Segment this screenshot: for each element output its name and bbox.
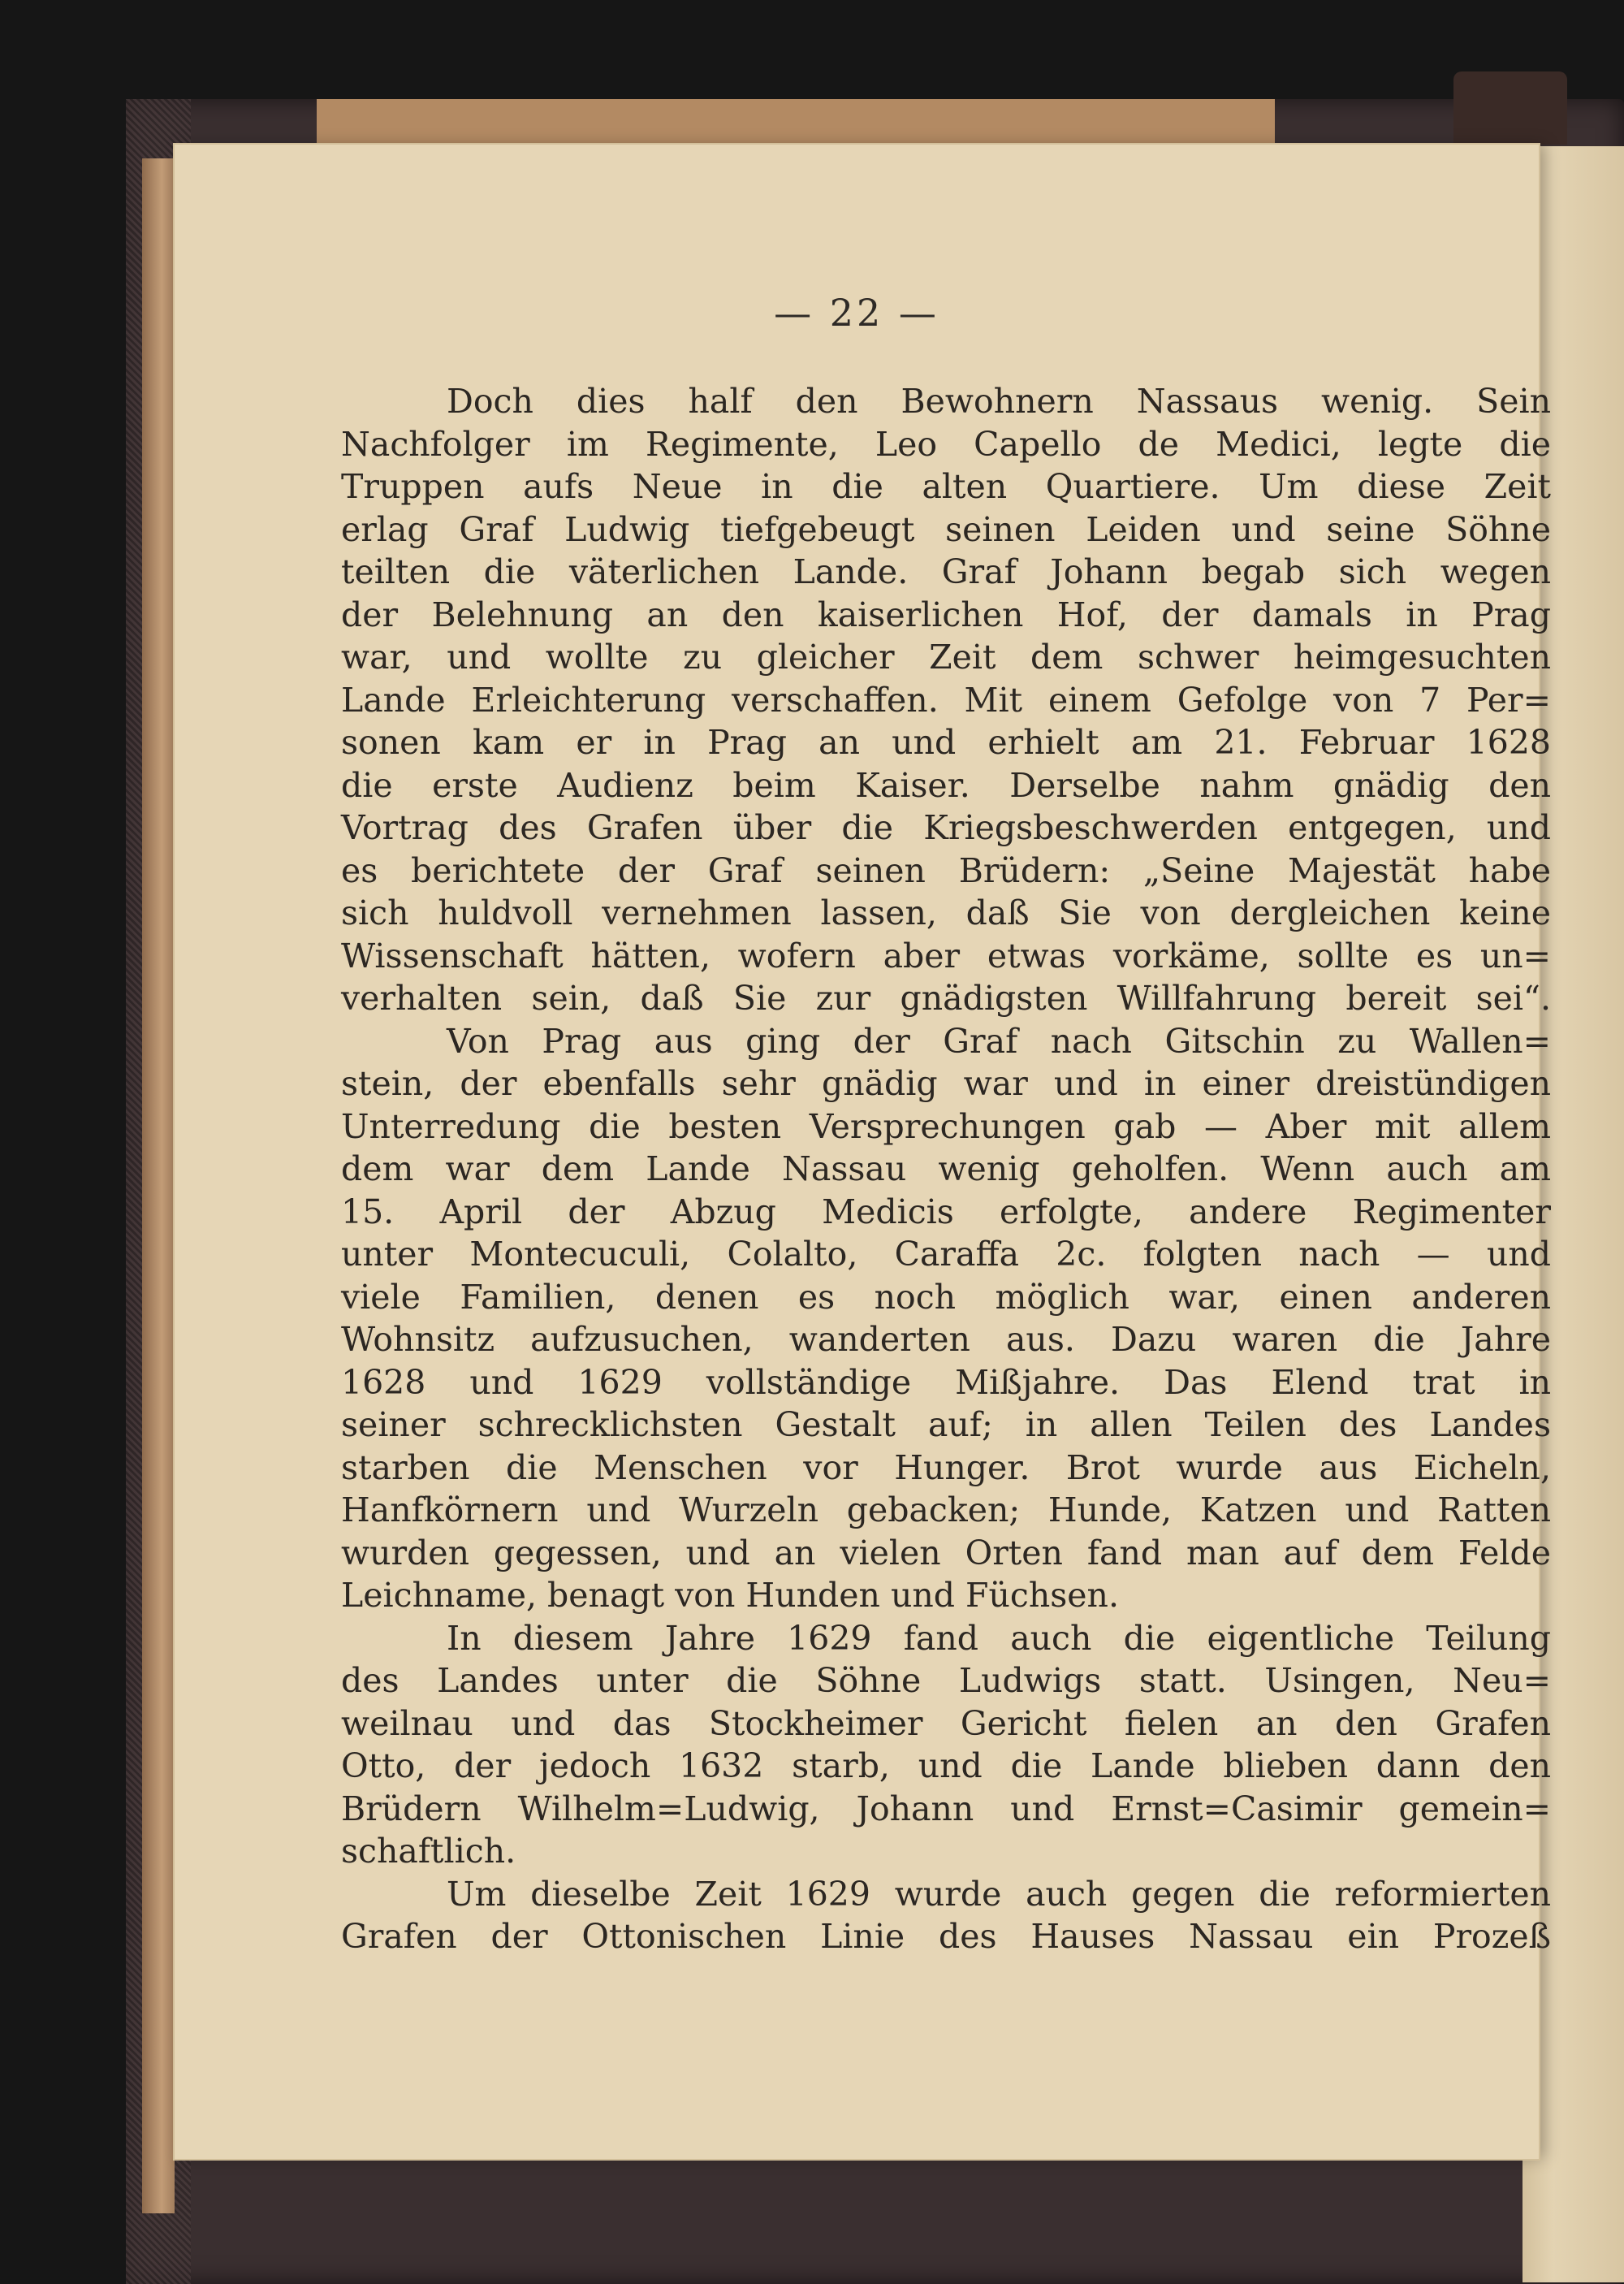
text-line: stein, der ebenfalls sehr gnädig war und in einer dreistündigen xyxy=(341,1064,1551,1103)
text-line: seiner schrecklichsten Gestalt auf; in allen Teilen des Landes xyxy=(341,1405,1551,1444)
text-line: Von Prag aus ging der Graf nach Gitschin zu Wallen= xyxy=(447,1021,1551,1061)
paragraph-3 xyxy=(341,1617,1551,1873)
text-line: wurden gegessen, und an vielen Orten fand man auf dem Felde xyxy=(341,1533,1551,1572)
page-body-text xyxy=(341,380,1551,1958)
text-line: die erste Audienz beim Kaiser. Derselbe nahm gnädig den xyxy=(341,765,1551,805)
text-line: 15. April der Abzug Medicis erfolgte, andere Regimenter xyxy=(341,1192,1551,1231)
text-line: Hanfkörnern und Wurzeln gebacken; Hunde, Katzen und Ratten xyxy=(341,1490,1551,1529)
text-line: 1628 und 1629 vollständige Mißjahre. Das Elend trat in xyxy=(341,1362,1551,1402)
text-line: sonen kam er in Prag an und erhielt am 21. Februar 1628 xyxy=(341,723,1551,762)
text-line: Leichname, benagt von Hunden und Füchsen. xyxy=(341,1576,1119,1615)
text-line: Wohnsitz aufzusuchen, wanderten aus. Dazu waren die Jahre xyxy=(341,1320,1551,1359)
text-line: Truppen aufs Neue in die alten Quartiere. Um diese Zeit xyxy=(341,467,1551,506)
text-line: Otto, der jedoch 1632 starb, und die Lande blieben dann den xyxy=(341,1746,1551,1785)
text-line: Doch dies half den Bewohnern Nassaus wenig. Sein xyxy=(447,382,1551,421)
text-line: es berichtete der Graf seinen Brüdern: „Seine Majestät habe xyxy=(341,850,1551,890)
text-line: der Belehnung an den kaiserlichen Hof, der damals in Prag xyxy=(341,595,1551,634)
text-line: Nachfolger im Regimente, Leo Capello de Medici, legte die xyxy=(341,424,1551,464)
book-page xyxy=(175,145,1551,2159)
text-line: Um dieselbe Zeit 1629 wurde auch gegen die reformierten xyxy=(447,1874,1551,1914)
text-line: des Landes unter die Söhne Ludwigs statt. Usingen, Neu= xyxy=(341,1661,1551,1700)
text-line: schaftlich. xyxy=(341,1832,516,1871)
text-line: Vortrag des Grafen über die Kriegsbeschwerden entgegen, und xyxy=(341,808,1551,847)
text-line: In diesem Jahre 1629 fand auch die eigentliche Teilung xyxy=(447,1618,1551,1658)
paragraph-2 xyxy=(341,1020,1551,1617)
text-line: war, und wollte zu gleicher Zeit dem schwer heimgesuchten xyxy=(341,638,1551,677)
text-line: weilnau und das Stockheimer Gericht fielen an den Grafen xyxy=(341,1703,1551,1743)
cover-corner-top-right xyxy=(1453,71,1567,145)
paragraph-1 xyxy=(341,380,1551,1020)
text-line: Brüdern Wilhelm=Ludwig, Johann und Ernst=Casimir gemein= xyxy=(341,1789,1551,1828)
text-line: Wissenschaft hätten, wofern aber etwas vorkäme, sollte es un= xyxy=(341,936,1551,975)
cover-board-left-edge xyxy=(142,158,175,2213)
text-line: Grafen der Ottonischen Linie des Hauses Nassau ein Prozeß xyxy=(341,1917,1551,1956)
text-line: dem war dem Lande Nassau wenig geholfen. Wenn auch am xyxy=(341,1149,1551,1188)
text-line: viele Familien, denen es noch möglich war, einen anderen xyxy=(341,1277,1551,1317)
text-line: teilten die väterlichen Lande. Graf Johann begab sich wegen xyxy=(341,552,1551,591)
text-line: verhalten sein, daß Sie zur gnädigsten Willfahrung bereit sei“. xyxy=(341,979,1551,1018)
text-line: erlag Graf Ludwig tiefgebeugt seinen Leiden und seine Söhne xyxy=(341,509,1551,549)
text-line: unter Montecuculi, Colalto, Caraffa 2c. folgten nach — und xyxy=(341,1235,1551,1274)
text-line: sich huldvoll vernehmen lassen, daß Sie von dergleichen keine xyxy=(341,893,1551,932)
text-line: Unterredung die besten Versprechungen gab — Aber mit allem xyxy=(341,1106,1551,1146)
page-number: — 22 — xyxy=(774,291,939,335)
paragraph-4 xyxy=(341,1873,1551,1958)
text-line: Lande Erleichterung verschaffen. Mit einem Gefolge von 7 Per= xyxy=(341,680,1551,720)
text-line: starben die Menschen vor Hunger. Brot wurde aus Eicheln, xyxy=(341,1447,1551,1487)
